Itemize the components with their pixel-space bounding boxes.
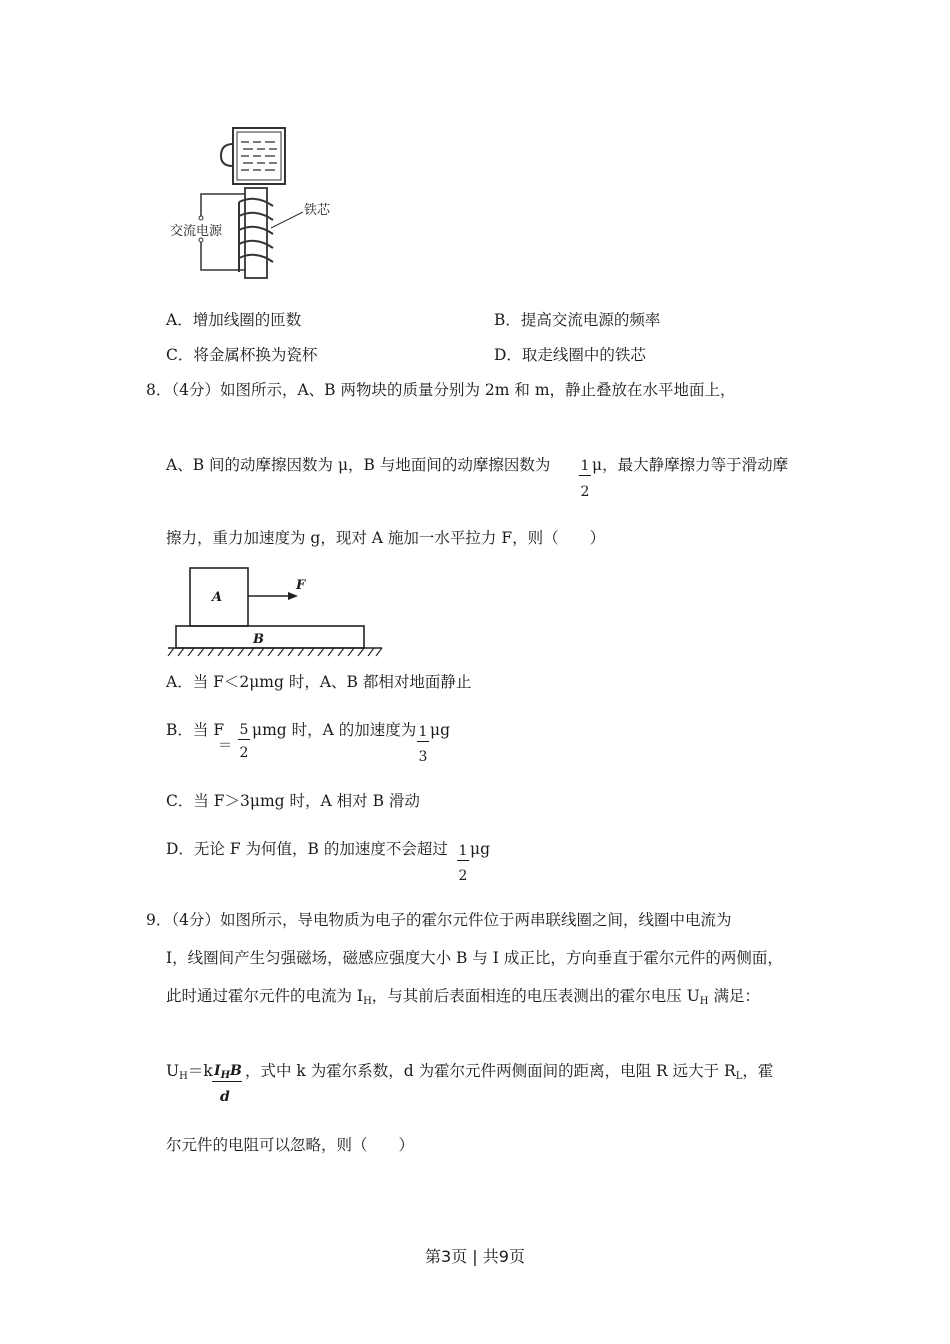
q9-line4-text-c: ，式中 k 为霍尔系数，d 为霍尔元件两侧面间的距离，电阻 R 远大于 R — [245, 1062, 736, 1080]
q9-num-i-sub: H — [220, 1070, 231, 1081]
q8-frac-bar — [579, 475, 591, 476]
q7-option-b: B．提高交流电源的频率 — [494, 311, 661, 329]
q7-option-d: D．取走线圈中的铁芯 — [494, 346, 646, 364]
q9-u-sub: H — [179, 1071, 188, 1082]
page-footer: 第3页 | 共9页 — [425, 1247, 525, 1266]
blocks-figure — [168, 566, 388, 658]
q9-num-b: B — [230, 1063, 242, 1079]
q9-u-symbol: U — [166, 1062, 180, 1080]
q8-option-d-frac-den: 2 — [458, 868, 468, 884]
q9-formula-denominator: d — [220, 1089, 230, 1105]
q9-stem-line1: 9．（4分）如图所示，导电物质为电子的霍尔元件位于两串联线圈之间，线圈中电流为 — [146, 911, 732, 929]
q8-option-d-end: μg — [470, 840, 490, 858]
q8-stem-line2b: μ，最大静摩擦力等于滑动摩 — [592, 456, 789, 474]
q8-frac-den: 2 — [580, 484, 590, 500]
q8-option-c: C．当 F＞3μmg 时，A 相对 B 滑动 — [166, 792, 420, 810]
q8-option-b-frac1-bar — [238, 739, 250, 740]
force-f-label: F — [296, 578, 306, 593]
q8-option-b-frac2-num: 1 — [418, 724, 428, 740]
q8-frac-num: 1 — [580, 458, 590, 474]
q9-num-i: I — [214, 1063, 221, 1079]
q9-line3-text-c: 满足： — [708, 987, 760, 1005]
block-a-label: A — [212, 590, 223, 605]
q8-option-a: A．当 F＜2μmg 时，A、B 都相对地面静止 — [166, 673, 472, 691]
q8-option-b-frac1-den: 2 — [239, 745, 249, 761]
q9-stem-line2: I，线圈间产生匀强磁场，磁感应强度大小 B 与 I 成正比，方向垂直于霍尔元件的两侧面， — [166, 949, 783, 967]
q9-formula-rest — [245, 1061, 773, 1087]
block-b-label: B — [253, 632, 264, 647]
q9-stem-line5: 尔元件的电阻可以忽略，则（ ） — [166, 1136, 415, 1154]
q9-stem-line3 — [166, 986, 760, 1012]
q9-formula-bar — [212, 1081, 242, 1082]
q9-line3-sub1: H — [363, 996, 372, 1007]
source-label: 交流电源 — [170, 224, 223, 239]
q8-option-b-frac2-den: 3 — [418, 749, 428, 765]
q9-formula-numerator — [214, 1061, 242, 1086]
q9-line3-sub2: H — [699, 996, 709, 1007]
q8-option-b-end: μg — [430, 721, 450, 739]
q8-option-d-start: D．无论 F 为何值，B 的加速度不会超过 — [166, 840, 448, 858]
q7-option-a: A．增加线圈的匝数 — [166, 311, 302, 329]
q9-line4-text-d: ，霍 — [742, 1062, 774, 1080]
q8-option-b-middle: μmg 时，A 的加速度为 — [252, 721, 417, 739]
q8-option-d-frac-num: 1 — [458, 843, 468, 859]
q8-option-b-eq: ＝ — [218, 738, 232, 754]
q8-option-b-frac1-num: 5 — [239, 722, 249, 738]
q8-option-d-frac-bar — [457, 860, 469, 861]
q7-option-c: C．将金属杯换为瓷杯 — [166, 346, 318, 364]
q9-formula-lhs — [166, 1061, 213, 1087]
q8-option-b-frac2-bar — [417, 741, 429, 742]
q9-line3-text-b: ，与其前后表面相连的电压表测出的霍尔电压 U — [371, 987, 700, 1005]
core-label: 铁芯 — [304, 203, 331, 218]
q8-option-b-start: B．当 F — [166, 721, 225, 739]
q8-stem-line1: 8．（4分）如图所示，A、B 两物块的质量分别为 2m 和 m，静止叠放在水平地面上， — [146, 381, 736, 399]
q8-stem-line3: 擦力，重力加速度为 g，现对 A 施加一水平拉力 F，则（ ） — [166, 529, 606, 547]
q9-eq-k: ＝k — [187, 1062, 213, 1080]
q9-line3-text-a: 此时通过霍尔元件的电流为 I — [166, 987, 364, 1005]
q9-line4-sub-l: L — [735, 1071, 743, 1082]
q8-stem-line2a: A、B 间的动摩擦因数为 μ，B 与地面间的动摩擦因数为 — [166, 456, 551, 474]
